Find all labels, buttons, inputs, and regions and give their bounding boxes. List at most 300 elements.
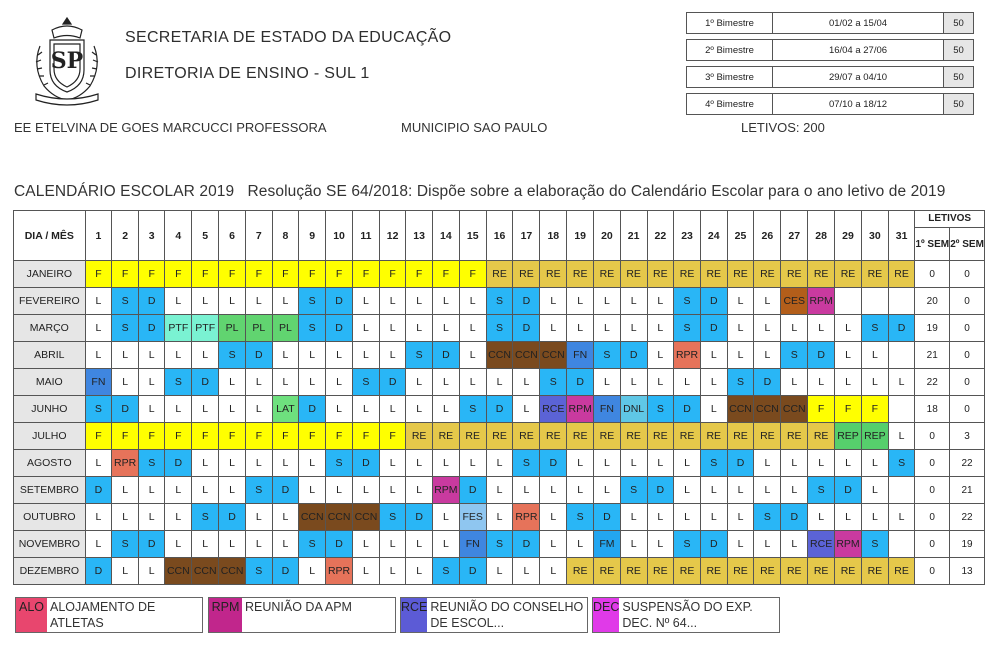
day-cell: F bbox=[112, 261, 139, 288]
day-cell: L bbox=[861, 504, 888, 531]
day-cell: L bbox=[647, 342, 674, 369]
legend-code: RCE bbox=[401, 598, 427, 632]
day-cell: L bbox=[754, 477, 781, 504]
letivos-label: LETIVOS bbox=[915, 211, 984, 228]
day-cell: RCE bbox=[808, 531, 835, 558]
sem2-total: 0 bbox=[950, 396, 985, 423]
day-cell: RE bbox=[700, 558, 727, 585]
day-cell: RE bbox=[674, 261, 701, 288]
sem1-total: 0 bbox=[915, 477, 950, 504]
day-cell: RE bbox=[700, 261, 727, 288]
day-cell: L bbox=[432, 369, 459, 396]
day-cell: L bbox=[594, 450, 621, 477]
day-header: 7 bbox=[246, 211, 273, 261]
day-cell: RE bbox=[406, 423, 433, 450]
day-cell: D bbox=[727, 450, 754, 477]
day-cell: L bbox=[353, 315, 380, 342]
day-cell: F bbox=[139, 423, 165, 450]
day-cell: L bbox=[647, 315, 674, 342]
day-cell: L bbox=[620, 315, 647, 342]
day-cell: FN bbox=[85, 369, 112, 396]
day-cell: RE bbox=[513, 423, 540, 450]
day-cell: PL bbox=[219, 315, 246, 342]
sem1-header: 1º SEM bbox=[915, 228, 950, 260]
day-header: 31 bbox=[888, 211, 915, 261]
day-cell: L bbox=[513, 369, 540, 396]
day-cell: RE bbox=[540, 261, 567, 288]
day-cell: D bbox=[406, 504, 433, 531]
day-cell: S bbox=[139, 450, 165, 477]
day-cell: S bbox=[246, 558, 273, 585]
sem2-total: 19 bbox=[950, 531, 985, 558]
day-cell: RE bbox=[540, 423, 567, 450]
day-cell: L bbox=[192, 531, 219, 558]
day-header: 22 bbox=[647, 211, 674, 261]
month-row bbox=[14, 504, 985, 531]
month-label: MARÇO bbox=[14, 315, 86, 342]
day-cell: F bbox=[272, 423, 299, 450]
day-cell: PL bbox=[246, 315, 273, 342]
day-cell: D bbox=[432, 342, 459, 369]
day-cell: L bbox=[406, 315, 433, 342]
day-cell: L bbox=[754, 315, 781, 342]
month-row bbox=[14, 342, 985, 369]
day-cell: L bbox=[299, 450, 326, 477]
sem2-total: 22 bbox=[950, 450, 985, 477]
day-cell: D bbox=[326, 531, 353, 558]
bimestre-days: 50 bbox=[943, 66, 974, 88]
sem1-total: 19 bbox=[915, 315, 950, 342]
day-cell: L bbox=[567, 450, 594, 477]
sem1-total: 20 bbox=[915, 288, 950, 315]
day-cell: F bbox=[219, 423, 246, 450]
day-cell: D bbox=[808, 342, 835, 369]
day-cell: F bbox=[299, 261, 326, 288]
day-cell: CCN bbox=[165, 558, 192, 585]
bimestre-row bbox=[686, 39, 974, 61]
day-cell: L bbox=[781, 315, 808, 342]
legend-code: ALO bbox=[16, 598, 47, 632]
day-cell: L bbox=[835, 315, 862, 342]
day-cell: L bbox=[192, 396, 219, 423]
day-cell: L bbox=[700, 477, 727, 504]
day-header: 28 bbox=[808, 211, 835, 261]
day-cell: D bbox=[85, 558, 112, 585]
day-cell: F bbox=[326, 261, 353, 288]
day-cell: S bbox=[486, 531, 513, 558]
day-cell: L bbox=[486, 477, 513, 504]
month-label: ABRIL bbox=[14, 342, 86, 369]
day-cell: RE bbox=[754, 423, 781, 450]
legend-desc: REUNIÃO DA APM bbox=[245, 600, 352, 614]
day-cell: RE bbox=[513, 261, 540, 288]
month-row bbox=[14, 477, 985, 504]
day-cell: D bbox=[835, 477, 862, 504]
day-cell: S bbox=[540, 369, 567, 396]
day-cell: RE bbox=[727, 261, 754, 288]
bimestre-label: 2º Bimestre bbox=[686, 39, 773, 61]
day-cell: D bbox=[700, 315, 727, 342]
day-cell: L bbox=[861, 369, 888, 396]
bimestre-days: 50 bbox=[943, 39, 974, 61]
school-name: EE ETELVINA DE GOES MARCUCCI PROFESSORA bbox=[14, 120, 327, 135]
day-cell: L bbox=[674, 504, 701, 531]
day-cell: PTF bbox=[165, 315, 192, 342]
day-header: 1 bbox=[85, 211, 112, 261]
day-cell: F bbox=[299, 423, 326, 450]
day-cell: RE bbox=[808, 558, 835, 585]
day-cell: F bbox=[246, 261, 273, 288]
day-cell: RE bbox=[888, 261, 915, 288]
day-cell: L bbox=[459, 342, 486, 369]
day-cell: F bbox=[112, 423, 139, 450]
legend-code: DEC bbox=[593, 598, 619, 632]
day-cell: L bbox=[459, 288, 486, 315]
bimestre-period: 07/10 a 18/12 bbox=[772, 93, 944, 115]
day-cell: L bbox=[861, 342, 888, 369]
day-cell: L bbox=[112, 558, 139, 585]
day-cell: L bbox=[781, 477, 808, 504]
day-cell: L bbox=[727, 504, 754, 531]
bimestre-period: 01/02 a 15/04 bbox=[772, 12, 944, 34]
day-cell: F bbox=[353, 261, 380, 288]
day-header: 6 bbox=[219, 211, 246, 261]
day-cell: S bbox=[299, 288, 326, 315]
day-header: 8 bbox=[272, 211, 299, 261]
day-cell: RE bbox=[567, 558, 594, 585]
bimestre-label: 1º Bimestre bbox=[686, 12, 773, 34]
day-cell: L bbox=[165, 342, 192, 369]
day-cell: F bbox=[406, 261, 433, 288]
day-cell: L bbox=[674, 477, 701, 504]
sem1-total: 22 bbox=[915, 369, 950, 396]
day-cell: L bbox=[647, 288, 674, 315]
day-cell: S bbox=[486, 288, 513, 315]
day-cell: L bbox=[432, 315, 459, 342]
day-cell: L bbox=[353, 396, 380, 423]
day-cell: L bbox=[567, 288, 594, 315]
day-cell: D bbox=[513, 531, 540, 558]
day-cell: D bbox=[647, 477, 674, 504]
day-cell: FM bbox=[594, 531, 621, 558]
day-cell: L bbox=[85, 315, 112, 342]
day-cell: L bbox=[781, 450, 808, 477]
day-cell: LAT bbox=[272, 396, 299, 423]
day-cell: L bbox=[192, 342, 219, 369]
day-cell: L bbox=[620, 288, 647, 315]
day-cell: L bbox=[700, 504, 727, 531]
day-cell bbox=[888, 477, 915, 504]
day-cell: L bbox=[861, 477, 888, 504]
day-cell: D bbox=[326, 288, 353, 315]
day-cell: L bbox=[299, 477, 326, 504]
day-cell: RE bbox=[647, 558, 674, 585]
day-cell: RE bbox=[727, 558, 754, 585]
day-cell: D bbox=[754, 369, 781, 396]
sem2-total: 0 bbox=[950, 315, 985, 342]
day-cell: S bbox=[727, 369, 754, 396]
day-cell: D bbox=[700, 531, 727, 558]
legend-desc: REUNIÃO DO CONSELHO DE ESCOL... bbox=[430, 600, 584, 630]
day-cell: L bbox=[835, 342, 862, 369]
day-cell: L bbox=[647, 504, 674, 531]
day-cell: L bbox=[888, 423, 915, 450]
day-cell: L bbox=[808, 369, 835, 396]
day-cell: RE bbox=[594, 261, 621, 288]
day-cell: REP bbox=[835, 423, 862, 450]
day-cell: S bbox=[165, 369, 192, 396]
month-row bbox=[14, 423, 985, 450]
day-cell: L bbox=[835, 369, 862, 396]
day-cell: S bbox=[406, 342, 433, 369]
day-cell bbox=[861, 288, 888, 315]
day-cell: D bbox=[246, 342, 273, 369]
month-row bbox=[14, 288, 985, 315]
day-cell: RE bbox=[486, 423, 513, 450]
month-label: OUTUBRO bbox=[14, 504, 86, 531]
day-cell: L bbox=[727, 288, 754, 315]
day-cell: L bbox=[835, 450, 862, 477]
day-cell: L bbox=[219, 288, 246, 315]
day-cell: L bbox=[85, 288, 112, 315]
day-cell: L bbox=[620, 504, 647, 531]
bimestre-label: 3º Bimestre bbox=[686, 66, 773, 88]
day-cell: RE bbox=[620, 261, 647, 288]
month-label: NOVEMBRO bbox=[14, 531, 86, 558]
day-cell: L bbox=[139, 342, 165, 369]
day-cell: L bbox=[246, 450, 273, 477]
day-cell: L bbox=[567, 477, 594, 504]
day-cell: S bbox=[700, 450, 727, 477]
day-cell: D bbox=[139, 531, 165, 558]
day-cell: L bbox=[299, 558, 326, 585]
month-label: SETEMBRO bbox=[14, 477, 86, 504]
day-cell: S bbox=[567, 504, 594, 531]
day-header: 19 bbox=[567, 211, 594, 261]
month-row bbox=[14, 558, 985, 585]
day-cell: L bbox=[620, 531, 647, 558]
sem2-total: 21 bbox=[950, 477, 985, 504]
calendar-year-title: CALENDÁRIO ESCOLAR 2019 bbox=[14, 183, 235, 200]
day-cell: L bbox=[112, 477, 139, 504]
day-header: 5 bbox=[192, 211, 219, 261]
day-cell: L bbox=[272, 531, 299, 558]
day-cell: S bbox=[112, 315, 139, 342]
day-cell: CES bbox=[781, 288, 808, 315]
day-cell: D bbox=[486, 396, 513, 423]
day-cell: L bbox=[353, 477, 380, 504]
day-cell: F bbox=[165, 423, 192, 450]
day-cell: RPR bbox=[513, 504, 540, 531]
day-cell: D bbox=[700, 288, 727, 315]
day-cell: L bbox=[112, 369, 139, 396]
day-cell: RE bbox=[620, 558, 647, 585]
day-cell: L bbox=[432, 531, 459, 558]
day-cell: L bbox=[727, 477, 754, 504]
day-cell: L bbox=[379, 342, 405, 369]
day-cell: L bbox=[406, 450, 433, 477]
day-cell: D bbox=[459, 558, 486, 585]
day-cell: S bbox=[808, 477, 835, 504]
day-cell: D bbox=[781, 504, 808, 531]
school-calendar-table bbox=[13, 210, 985, 585]
day-cell: L bbox=[808, 504, 835, 531]
day-cell: F bbox=[808, 396, 835, 423]
bimestre-period: 29/07 a 04/10 bbox=[772, 66, 944, 88]
day-cell: S bbox=[674, 531, 701, 558]
day-cell: RE bbox=[674, 558, 701, 585]
day-cell: L bbox=[888, 369, 915, 396]
day-cell: PTF bbox=[192, 315, 219, 342]
day-cell: RE bbox=[781, 261, 808, 288]
day-cell: L bbox=[781, 531, 808, 558]
day-cell: L bbox=[406, 558, 433, 585]
day-cell: L bbox=[139, 396, 165, 423]
day-cell: F bbox=[85, 423, 112, 450]
legend-code: RPM bbox=[209, 598, 242, 632]
day-cell: L bbox=[486, 369, 513, 396]
calendar-header-row bbox=[14, 211, 985, 261]
day-cell: L bbox=[192, 288, 219, 315]
day-cell: RE bbox=[620, 423, 647, 450]
sem2-total: 0 bbox=[950, 261, 985, 288]
day-cell: L bbox=[432, 288, 459, 315]
day-cell: L bbox=[246, 396, 273, 423]
day-cell: FN bbox=[459, 531, 486, 558]
day-cell: F bbox=[192, 423, 219, 450]
day-cell: S bbox=[432, 558, 459, 585]
day-cell: L bbox=[246, 369, 273, 396]
day-cell: RPR bbox=[326, 558, 353, 585]
month-label: MAIO bbox=[14, 369, 86, 396]
day-header: 29 bbox=[835, 211, 862, 261]
day-cell: S bbox=[674, 288, 701, 315]
municipio: MUNICIPIO SAO PAULO bbox=[401, 120, 548, 135]
day-cell: L bbox=[647, 531, 674, 558]
day-header: 9 bbox=[299, 211, 326, 261]
day-cell: L bbox=[647, 369, 674, 396]
day-cell: L bbox=[379, 396, 405, 423]
day-cell: S bbox=[513, 450, 540, 477]
day-cell: F bbox=[861, 396, 888, 423]
day-cell: F bbox=[246, 423, 273, 450]
sem2-total: 0 bbox=[950, 288, 985, 315]
day-cell: S bbox=[219, 342, 246, 369]
day-cell: D bbox=[674, 396, 701, 423]
day-cell: L bbox=[192, 477, 219, 504]
sem2-total: 22 bbox=[950, 504, 985, 531]
day-header: 14 bbox=[432, 211, 459, 261]
day-cell: L bbox=[754, 288, 781, 315]
day-header: 3 bbox=[139, 211, 165, 261]
day-header: 21 bbox=[620, 211, 647, 261]
sem2-total: 0 bbox=[950, 342, 985, 369]
day-cell: CCN bbox=[192, 558, 219, 585]
day-cell: S bbox=[192, 504, 219, 531]
day-cell: F bbox=[272, 261, 299, 288]
day-cell: L bbox=[353, 288, 380, 315]
day-cell: L bbox=[219, 450, 246, 477]
day-cell: L bbox=[754, 342, 781, 369]
day-cell: RE bbox=[486, 261, 513, 288]
sem2-total: 13 bbox=[950, 558, 985, 585]
month-row bbox=[14, 396, 985, 423]
day-cell: S bbox=[594, 342, 621, 369]
day-cell: L bbox=[513, 558, 540, 585]
day-cell: L bbox=[808, 315, 835, 342]
day-cell: DNL bbox=[620, 396, 647, 423]
day-cell: L bbox=[379, 477, 405, 504]
day-cell: S bbox=[112, 531, 139, 558]
day-cell: D bbox=[620, 342, 647, 369]
day-cell: L bbox=[567, 531, 594, 558]
day-cell: S bbox=[379, 504, 405, 531]
day-cell: F bbox=[835, 396, 862, 423]
day-cell: RPR bbox=[674, 342, 701, 369]
bimestre-row bbox=[686, 12, 974, 34]
sem1-total: 21 bbox=[915, 342, 950, 369]
day-header: 17 bbox=[513, 211, 540, 261]
day-cell: S bbox=[299, 315, 326, 342]
day-cell: RE bbox=[754, 558, 781, 585]
day-cell: D bbox=[219, 504, 246, 531]
day-header: 4 bbox=[165, 211, 192, 261]
day-cell: D bbox=[567, 369, 594, 396]
day-cell: L bbox=[594, 315, 621, 342]
day-cell: L bbox=[219, 531, 246, 558]
bimestre-label: 4º Bimestre bbox=[686, 93, 773, 115]
day-cell: F bbox=[459, 261, 486, 288]
month-row bbox=[14, 261, 985, 288]
day-cell: D bbox=[888, 315, 915, 342]
day-cell: RE bbox=[754, 261, 781, 288]
day-cell: RE bbox=[700, 423, 727, 450]
month-row bbox=[14, 531, 985, 558]
day-cell: CCN bbox=[754, 396, 781, 423]
day-cell: L bbox=[326, 369, 353, 396]
day-cell: D bbox=[353, 450, 380, 477]
day-cell: D bbox=[379, 369, 405, 396]
sem2-header: 2º SEM bbox=[950, 238, 984, 250]
month-label: JULHO bbox=[14, 423, 86, 450]
day-cell: RPM bbox=[432, 477, 459, 504]
bimestre-row bbox=[686, 66, 974, 88]
day-cell: L bbox=[379, 288, 405, 315]
day-cell: CCN bbox=[486, 342, 513, 369]
day-cell: D bbox=[139, 315, 165, 342]
day-cell: L bbox=[486, 504, 513, 531]
bimestre-days: 50 bbox=[943, 93, 974, 115]
day-cell: RE bbox=[888, 558, 915, 585]
day-cell: L bbox=[379, 531, 405, 558]
day-cell: L bbox=[406, 396, 433, 423]
day-cell: L bbox=[888, 504, 915, 531]
day-cell: L bbox=[486, 450, 513, 477]
day-cell: S bbox=[861, 531, 888, 558]
sem1-total: 0 bbox=[915, 261, 950, 288]
day-cell: D bbox=[540, 450, 567, 477]
day-cell: L bbox=[754, 531, 781, 558]
month-column-header: DIA / MÊS bbox=[14, 211, 86, 261]
day-cell: L bbox=[139, 558, 165, 585]
day-header: 25 bbox=[727, 211, 754, 261]
day-cell: S bbox=[620, 477, 647, 504]
day-cell: L bbox=[219, 477, 246, 504]
day-cell: L bbox=[219, 369, 246, 396]
day-cell: L bbox=[299, 369, 326, 396]
day-cell: L bbox=[192, 450, 219, 477]
day-cell bbox=[835, 288, 862, 315]
